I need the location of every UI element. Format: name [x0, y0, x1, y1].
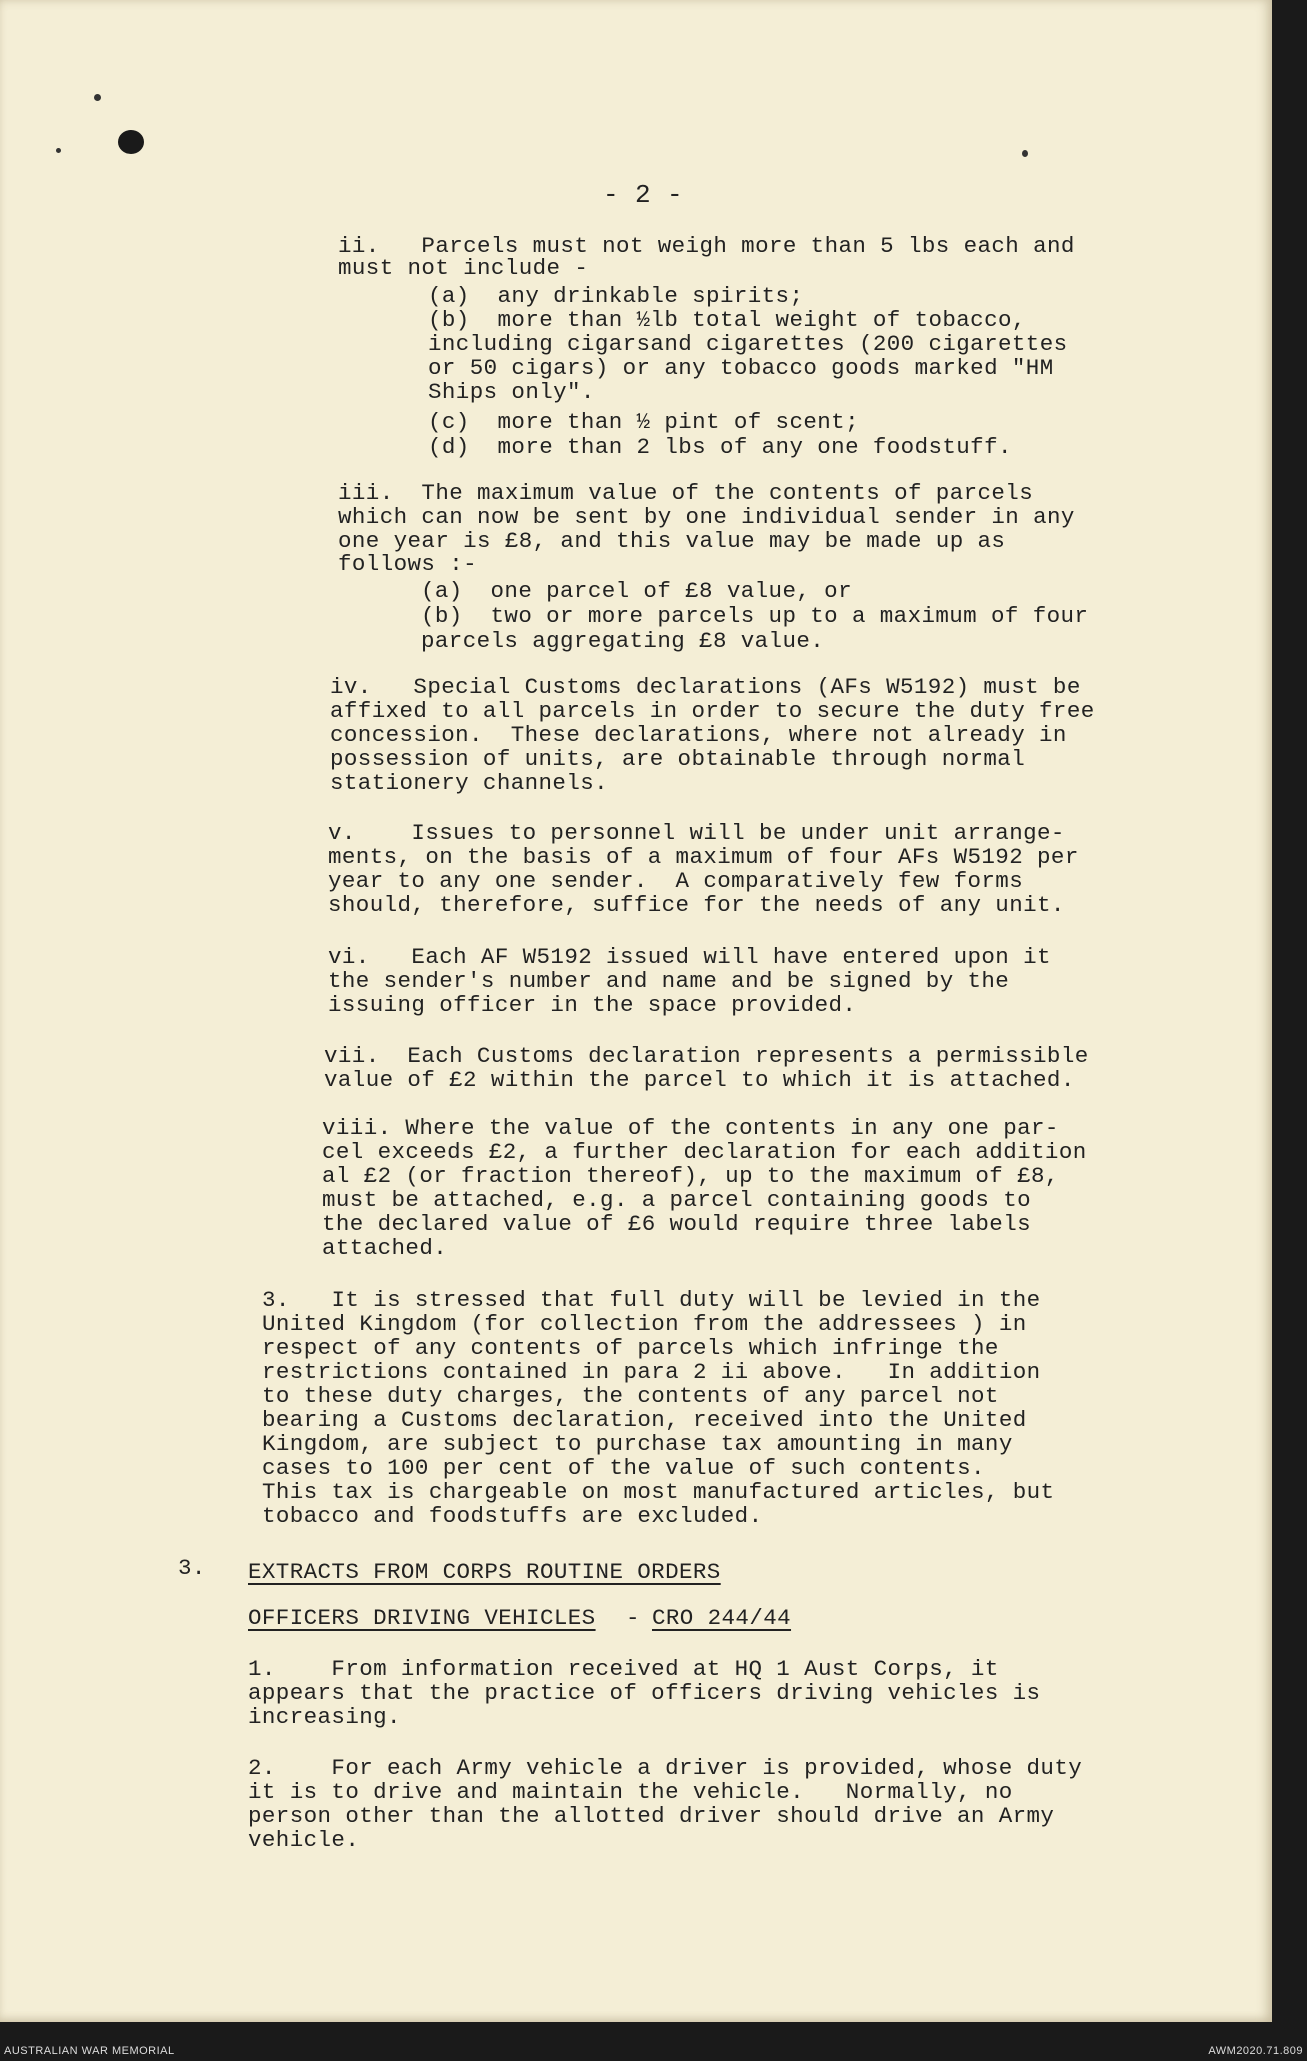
- cro-para-1-line: appears that the practice of officers driving vehicles is: [248, 1680, 1041, 1706]
- para-3-line: Kingdom, are subject to purchase tax amounting in many: [262, 1431, 1013, 1457]
- section-heading: EXTRACTS FROM CORPS ROUTINE ORDERS: [248, 1559, 721, 1585]
- para-ii-item: Ships only".: [428, 379, 595, 405]
- para-3-line: United Kingdom (for collection from the addressees ) in: [262, 1311, 1027, 1337]
- page-number: - 2 -: [603, 180, 684, 210]
- para-viii-line: the declared value of £6 would require three labels: [322, 1211, 1032, 1237]
- para-ii-line: ii. Parcels must not weigh more than 5 lbs each and: [338, 233, 1075, 259]
- para-ii-item: (d) more than 2 lbs of any one foodstuff.: [428, 434, 1012, 460]
- para-vi-line: issuing officer in the space provided.: [328, 992, 857, 1018]
- cro-para-2-line: person other than the allotted driver should drive an Army: [248, 1803, 1055, 1829]
- para-3-line: This tax is chargeable on most manufactured articles, but: [262, 1479, 1055, 1505]
- para-ii-item: (c) more than ½ pint of scent;: [428, 409, 859, 435]
- para-3-line: respect of any contents of parcels which infringe the: [262, 1335, 999, 1361]
- para-iii-item: (a) one parcel of £8 value, or: [421, 578, 852, 604]
- subheading-separator: -: [626, 1605, 640, 1631]
- footer-accession-number: AWM2020.71.809: [1208, 2045, 1303, 2057]
- para-v-line: should, therefore, suffice for the needs of any unit.: [328, 892, 1065, 918]
- para-viii-line: cel exceeds £2, a further declaration for each addition: [322, 1139, 1087, 1165]
- cro-para-1-line: increasing.: [248, 1704, 401, 1730]
- para-3-line: 3. It is stressed that full duty will be levied in the: [262, 1287, 1041, 1313]
- cro-para-2-line: 2. For each Army vehicle a driver is provided, whose duty: [248, 1755, 1083, 1781]
- para-iii-item: (b) two or more parcels up to a maximum of four: [421, 603, 1089, 629]
- para-3-line: tobacco and foodstuffs are excluded.: [262, 1503, 763, 1529]
- para-v-line: year to any one sender. A comparatively few forms: [328, 868, 1024, 894]
- punch-hole: [118, 130, 144, 154]
- para-iv-line: iv. Special Customs declarations (AFs W5192) must be: [330, 674, 1081, 700]
- para-ii-line: must not include -: [338, 255, 589, 281]
- para-iii-line: iii. The maximum value of the contents of parcels: [338, 480, 1034, 506]
- para-iv-line: concession. These declarations, where not already in: [330, 722, 1067, 748]
- cro-para-2-line: vehicle.: [248, 1827, 360, 1853]
- para-3-line: restrictions contained in para 2 ii above. In addition: [262, 1359, 1041, 1385]
- para-vii-line: vii. Each Customs declaration represents a permissible: [324, 1043, 1089, 1069]
- ink-speck: [1022, 150, 1028, 157]
- para-viii-line: viii. Where the value of the contents in any one par-: [322, 1115, 1059, 1141]
- para-ii-item: including cigarsand cigarettes (200 cigarettes: [428, 331, 1068, 357]
- cro-reference: CRO 244/44: [652, 1605, 792, 1631]
- para-viii-line: al £2 (or fraction thereof), up to the maximum of £8,: [322, 1163, 1059, 1189]
- para-iv-line: affixed to all parcels in order to secure the duty free: [330, 698, 1095, 724]
- para-ii-item: or 50 cigars) or any tobacco goods marked "HM: [428, 355, 1054, 381]
- para-3-line: bearing a Customs declaration, received into the United: [262, 1407, 1027, 1433]
- para-iii-item: parcels aggregating £8 value.: [421, 628, 825, 654]
- para-vi-line: vi. Each AF W5192 issued will have entered upon it: [328, 944, 1051, 970]
- ink-speck: [94, 94, 101, 101]
- para-viii-line: must be attached, e.g. a parcel containing goods to: [322, 1187, 1032, 1213]
- para-iv-line: stationery channels.: [330, 770, 609, 796]
- para-3-line: cases to 100 per cent of the value of such contents.: [262, 1455, 985, 1481]
- para-iv-line: possession of units, are obtainable through normal: [330, 746, 1026, 772]
- para-ii-item: (a) any drinkable spirits;: [428, 283, 804, 309]
- para-v-line: ments, on the basis of a maximum of four AFs W5192 per: [328, 844, 1079, 870]
- para-vii-line: value of £2 within the parcel to which it is attached.: [324, 1067, 1075, 1093]
- para-3-line: to these duty charges, the contents of any parcel not: [262, 1383, 999, 1409]
- section-number: 3.: [178, 1555, 206, 1581]
- para-vi-line: the sender's number and name and be signed by the: [328, 968, 1010, 994]
- para-ii-item: (b) more than ½lb total weight of tobacco,: [428, 307, 1026, 333]
- para-viii-line: attached.: [322, 1235, 448, 1261]
- para-iii-line: follows :-: [338, 551, 478, 577]
- footer-archive-name: AUSTRALIAN WAR MEMORIAL: [4, 2045, 175, 2057]
- subheading: OFFICERS DRIVING VEHICLES: [248, 1605, 596, 1631]
- ink-speck: [56, 148, 61, 153]
- para-iii-line: which can now be sent by one individual sender in any: [338, 504, 1075, 530]
- para-iii-line: one year is £8, and this value may be made up as: [338, 528, 1006, 554]
- cro-para-1-line: 1. From information received at HQ 1 Aust Corps, it: [248, 1656, 999, 1682]
- cro-para-2-line: it is to drive and maintain the vehicle. Normally, no: [248, 1779, 1013, 1805]
- para-v-line: v. Issues to personnel will be under unit arrange-: [328, 820, 1065, 846]
